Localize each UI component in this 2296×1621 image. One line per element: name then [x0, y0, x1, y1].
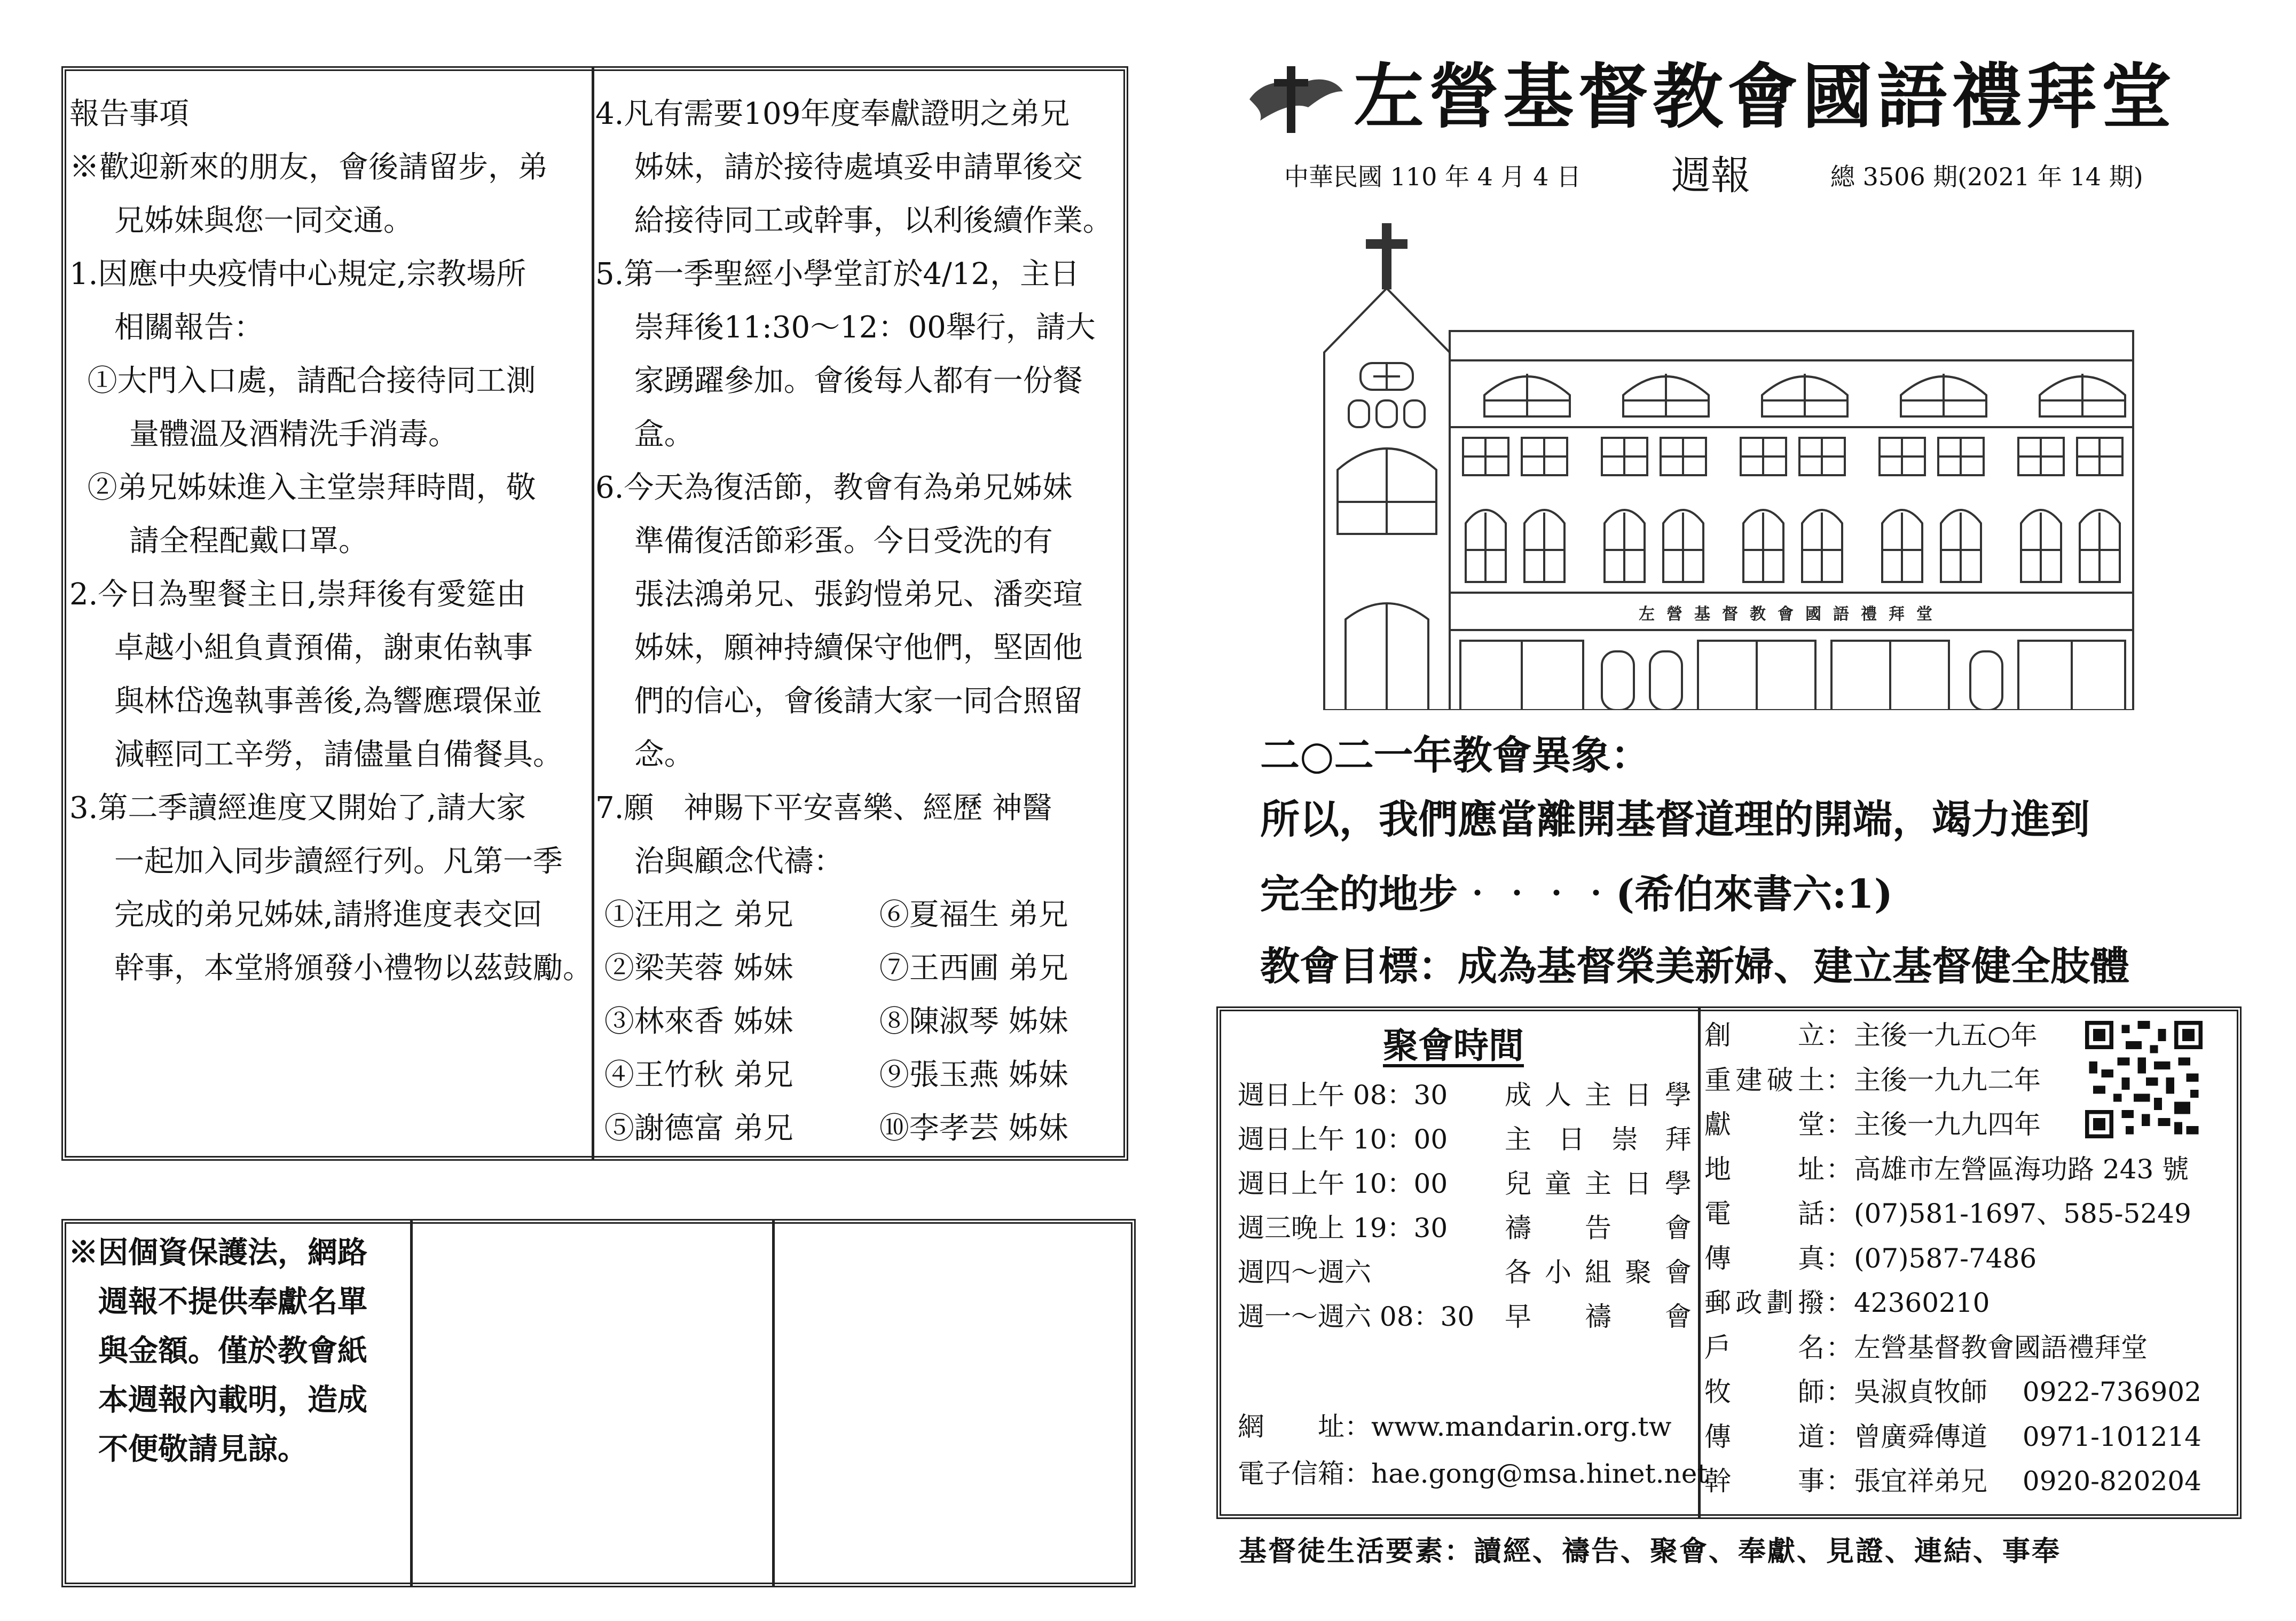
- item1-sub-b-line-2: 請全程配戴口罩。: [129, 524, 368, 558]
- fact-row: 創立 ： 主後一九五○年: [1704, 1013, 2238, 1058]
- page-title: 左營基督教會國語禮拜堂: [1354, 56, 2176, 138]
- website-link[interactable]: www.mandarin.org.tw: [1371, 1411, 1672, 1442]
- meeting-row: [1238, 1073, 1692, 1118]
- building-sign: 左營基督教會國語禮拜堂: [1639, 605, 1944, 624]
- prayer-item: ①汪用之 弟兄: [604, 898, 793, 932]
- fact-value: (07)587-7486: [1854, 1242, 2037, 1274]
- meeting-row: [1238, 1118, 1692, 1162]
- fact-label: 郵政劃撥: [1704, 1287, 1825, 1318]
- meeting-name: 禱告會: [1505, 1213, 1692, 1244]
- item1-sub-a-line-2: 量體溫及酒精洗手消毒。: [129, 417, 458, 452]
- meeting-time: 週日上午 10：00: [1238, 1124, 1448, 1155]
- meeting-time: 週一～週六 08：30: [1238, 1301, 1475, 1332]
- church-building-illustration: [1314, 214, 2146, 710]
- issue-date: 中華民國 110 年 4 月 4 日: [1284, 162, 1582, 191]
- prayer-item: ②梁芙蓉 姊妹: [604, 951, 793, 986]
- fact-value: 高雄市左營區海功路 243 號: [1854, 1153, 2189, 1185]
- fact-row: 戶名 ： 左營基督教會國語禮拜堂: [1704, 1326, 2238, 1371]
- item6-line-2: 準備復活節彩蛋。今日受洗的有: [634, 524, 1053, 558]
- fact-label: 傳道: [1704, 1421, 1825, 1452]
- item6-line-3: 張法鴻弟兄、張鈞愷弟兄、潘奕瑄: [634, 577, 1083, 612]
- meeting-time: 週四～週六: [1238, 1257, 1371, 1288]
- item2-line-3: 與林岱逸執事善後,為響應環保並: [114, 684, 542, 719]
- item6-line-5: 們的信心，會後請大家一同合照留: [634, 684, 1083, 719]
- email-link[interactable]: hae.gong@msa.hinet.net: [1371, 1458, 1708, 1489]
- item3-line-4: 幹事，本堂將頒發小禮物以茲鼓勵。: [114, 951, 593, 986]
- fact-row: 重建破土 ： 主後一九九二年: [1704, 1058, 2238, 1103]
- fact-label: 幹事: [1704, 1466, 1825, 1497]
- fact-row: 傳道 ： 曾廣舜傳道 0971-101214: [1704, 1415, 2238, 1460]
- fact-label: 戶名: [1704, 1332, 1825, 1363]
- notice-line-2: 週報不提供奉獻名單: [98, 1284, 367, 1319]
- item1-line-2: 相關報告：: [114, 310, 264, 345]
- prayer-item: ④王竹秋 弟兄: [604, 1058, 793, 1092]
- item5-line-1: 5.第一季聖經小學堂訂於4/12，主日: [595, 257, 1080, 292]
- fact-row: 電話 ： (07)581-1697、585-5249: [1704, 1192, 2238, 1237]
- website-label: 網 址：: [1238, 1411, 1371, 1442]
- fact-row: 獻堂 ： 主後一九九四年: [1704, 1103, 2238, 1147]
- meeting-time: 週日上午 08：30: [1238, 1080, 1448, 1111]
- announcements-content: [61, 66, 1128, 1161]
- fact-value: (07)581-1697、585-5249: [1854, 1198, 2191, 1229]
- item5-line-2: 崇拜後11:30～12：00舉行，請大: [634, 310, 1096, 345]
- item4-line-3: 給接待同工或幹事，以利後續作業。: [634, 203, 1113, 238]
- fact-value: 主後一九九二年: [1854, 1064, 2041, 1096]
- notice-line-1: ※因個資保護法，網路: [68, 1235, 367, 1270]
- vision-verse-line-1: 所以，我們應當離開基督道理的開端，竭力進到: [1260, 797, 2090, 843]
- meeting-row: [1238, 1250, 1692, 1295]
- fact-value: 吳淑貞牧師 0922-736902: [1854, 1376, 2201, 1407]
- issue-number: 總 3506 期(2021 年 14 期): [1830, 162, 2143, 191]
- prayer-item: ⑤謝德富 弟兄: [604, 1111, 793, 1146]
- meeting-row: [1238, 1162, 1692, 1206]
- item6-line-1: 6.今天為復活節，教會有為弟兄姊妹: [595, 470, 1073, 505]
- item6-line-4: 姊妹，願神持續保守他們，堅固他: [634, 631, 1083, 665]
- item2-line-2: 卓越小組負責預備，謝東佑執事: [114, 631, 533, 665]
- vision-verse-line-2: 完全的地步‧‧‧‧(希伯來書六:1): [1260, 871, 1893, 917]
- meeting-name: 主日崇拜: [1505, 1124, 1692, 1155]
- meeting-name: 各小組聚會: [1505, 1257, 1692, 1288]
- fact-value: 主後一九九四年: [1854, 1109, 2041, 1140]
- prayer-item: ⑩李孝芸 姊妹: [879, 1111, 1068, 1146]
- notice-divider-2: [772, 1219, 775, 1587]
- item7-line-2: 治與顧念代禱：: [634, 844, 844, 879]
- meeting-time: 週日上午 10：00: [1238, 1168, 1448, 1199]
- notice-line-3: 與金額。僅於教會紙: [98, 1333, 367, 1368]
- item1-sub-a-line-1: ①大門入口處，請配合接待同工測: [87, 364, 536, 398]
- meeting-times-list: [1238, 1073, 1692, 1339]
- fact-value: 曾廣舜傳道 0971-101214: [1854, 1421, 2201, 1452]
- announcements-left-column: [69, 88, 651, 995]
- item3-line-1: 3.第二季讀經進度又開始了,請大家: [69, 791, 526, 825]
- qr-code-icon[interactable]: [2085, 1021, 2203, 1138]
- fact-row: 地址 ： 高雄市左營區海功路 243 號: [1704, 1147, 2238, 1192]
- prayer-item: ⑦王西圃 弟兄: [879, 951, 1068, 986]
- fact-value: 主後一九五○年: [1854, 1020, 2038, 1051]
- christian-life-essentials: 基督徒生活要素：讀經、禱告、聚會、奉獻、見證、連結、事奉: [1239, 1535, 2062, 1568]
- email-label: 電子信箱：: [1238, 1458, 1371, 1489]
- meeting-time: 週三晚上 19：30: [1238, 1213, 1448, 1244]
- item1-line-1: 1.因應中央疫情中心規定,宗教場所: [69, 257, 526, 292]
- prayer-list: [595, 888, 1121, 1155]
- item2-line-4: 減輕同工辛勞，請儘量自備餐具。: [114, 737, 563, 772]
- fact-value: 42360210: [1854, 1287, 1990, 1318]
- fact-label: 重建破土: [1704, 1064, 1825, 1096]
- fact-row: 郵政劃撥 ： 42360210: [1704, 1281, 2238, 1326]
- item5-line-3: 家踴躍參加。會後每人都有一份餐: [634, 364, 1083, 398]
- meeting-name: 兒童主日學: [1505, 1168, 1692, 1199]
- fact-label: 獻堂: [1704, 1109, 1825, 1140]
- item2-line-1: 2.今日為聖餐主日,崇拜後有愛筵由: [69, 577, 526, 612]
- item4-line-1: 4.凡有需要109年度奉獻證明之弟兄: [595, 97, 1070, 131]
- prayer-item: ⑥夏福生 弟兄: [879, 898, 1068, 932]
- fact-label: 地址: [1704, 1153, 1825, 1185]
- item4-line-2: 姊妹，請於接待處填妥申請單後交: [634, 150, 1083, 185]
- item3-line-3: 完成的弟兄姊妹,請將進度表交回: [114, 898, 542, 932]
- item1-sub-b-line-1: ②弟兄姊妹進入主堂崇拜時間，敬: [87, 470, 536, 505]
- fact-row: 牧師 ： 吳淑貞牧師 0922-736902: [1704, 1370, 2238, 1415]
- fact-row: 幹事 ： 張宜祥弟兄 0920-820204: [1704, 1459, 2238, 1504]
- info-divider: [1698, 1006, 1701, 1519]
- fact-label: 電話: [1704, 1198, 1825, 1229]
- meeting-row: [1238, 1206, 1692, 1250]
- announcements-right-column: [595, 88, 1121, 1155]
- meeting-times-heading: 聚會時間: [1383, 1025, 1524, 1066]
- notice-line-4: 本週報內載明，造成: [98, 1382, 367, 1418]
- item5-line-4: 盒。: [634, 417, 694, 452]
- church-goal: 教會目標：成為基督榮美新婦、建立基督健全肢體: [1260, 943, 2129, 989]
- fact-value: 左營基督教會國語禮拜堂: [1854, 1332, 2148, 1363]
- fact-label: 牧師: [1704, 1376, 1825, 1407]
- fact-value: 張宜祥弟兄 0920-820204: [1854, 1466, 2201, 1497]
- prayer-item: ③林來香 姊妹: [604, 1004, 793, 1039]
- welcome-line-2: 兄姊妹與您一同交通。: [114, 203, 413, 238]
- meeting-row: [1238, 1295, 1692, 1339]
- church-logo-icon: [1244, 62, 1346, 137]
- notice-divider-1: [410, 1219, 413, 1587]
- announcements-heading: 報告事項: [69, 97, 189, 131]
- item6-line-6: 念。: [634, 737, 694, 772]
- fact-label: 創立: [1704, 1020, 1825, 1051]
- privacy-notice: [68, 1228, 410, 1474]
- vision-title: 二○二一年教會異象：: [1260, 733, 1650, 778]
- meeting-name: 早禱會: [1505, 1301, 1692, 1332]
- prayer-item: ⑨張玉燕 姊妹: [879, 1058, 1068, 1092]
- notice-line-5: 不便敬請見諒。: [98, 1431, 308, 1467]
- welcome-line-1: ※歡迎新來的朋友，會後請留步，弟: [69, 150, 548, 185]
- email-line: [1238, 1451, 1708, 1497]
- item3-line-2: 一起加入同步讀經行列。凡第一季: [114, 844, 563, 879]
- website-line: [1238, 1404, 1671, 1450]
- item7-line-1: 7.願 神賜下平安喜樂、經歷 神醫: [595, 791, 1052, 825]
- fact-label: 傳真: [1704, 1242, 1825, 1274]
- prayer-item: ⑧陳淑琴 姊妹: [879, 1004, 1068, 1039]
- meeting-name: 成人主日學: [1505, 1080, 1692, 1111]
- fact-row: 傳真 ： (07)587-7486: [1704, 1237, 2238, 1281]
- weekly-label: 週報: [1671, 153, 1750, 199]
